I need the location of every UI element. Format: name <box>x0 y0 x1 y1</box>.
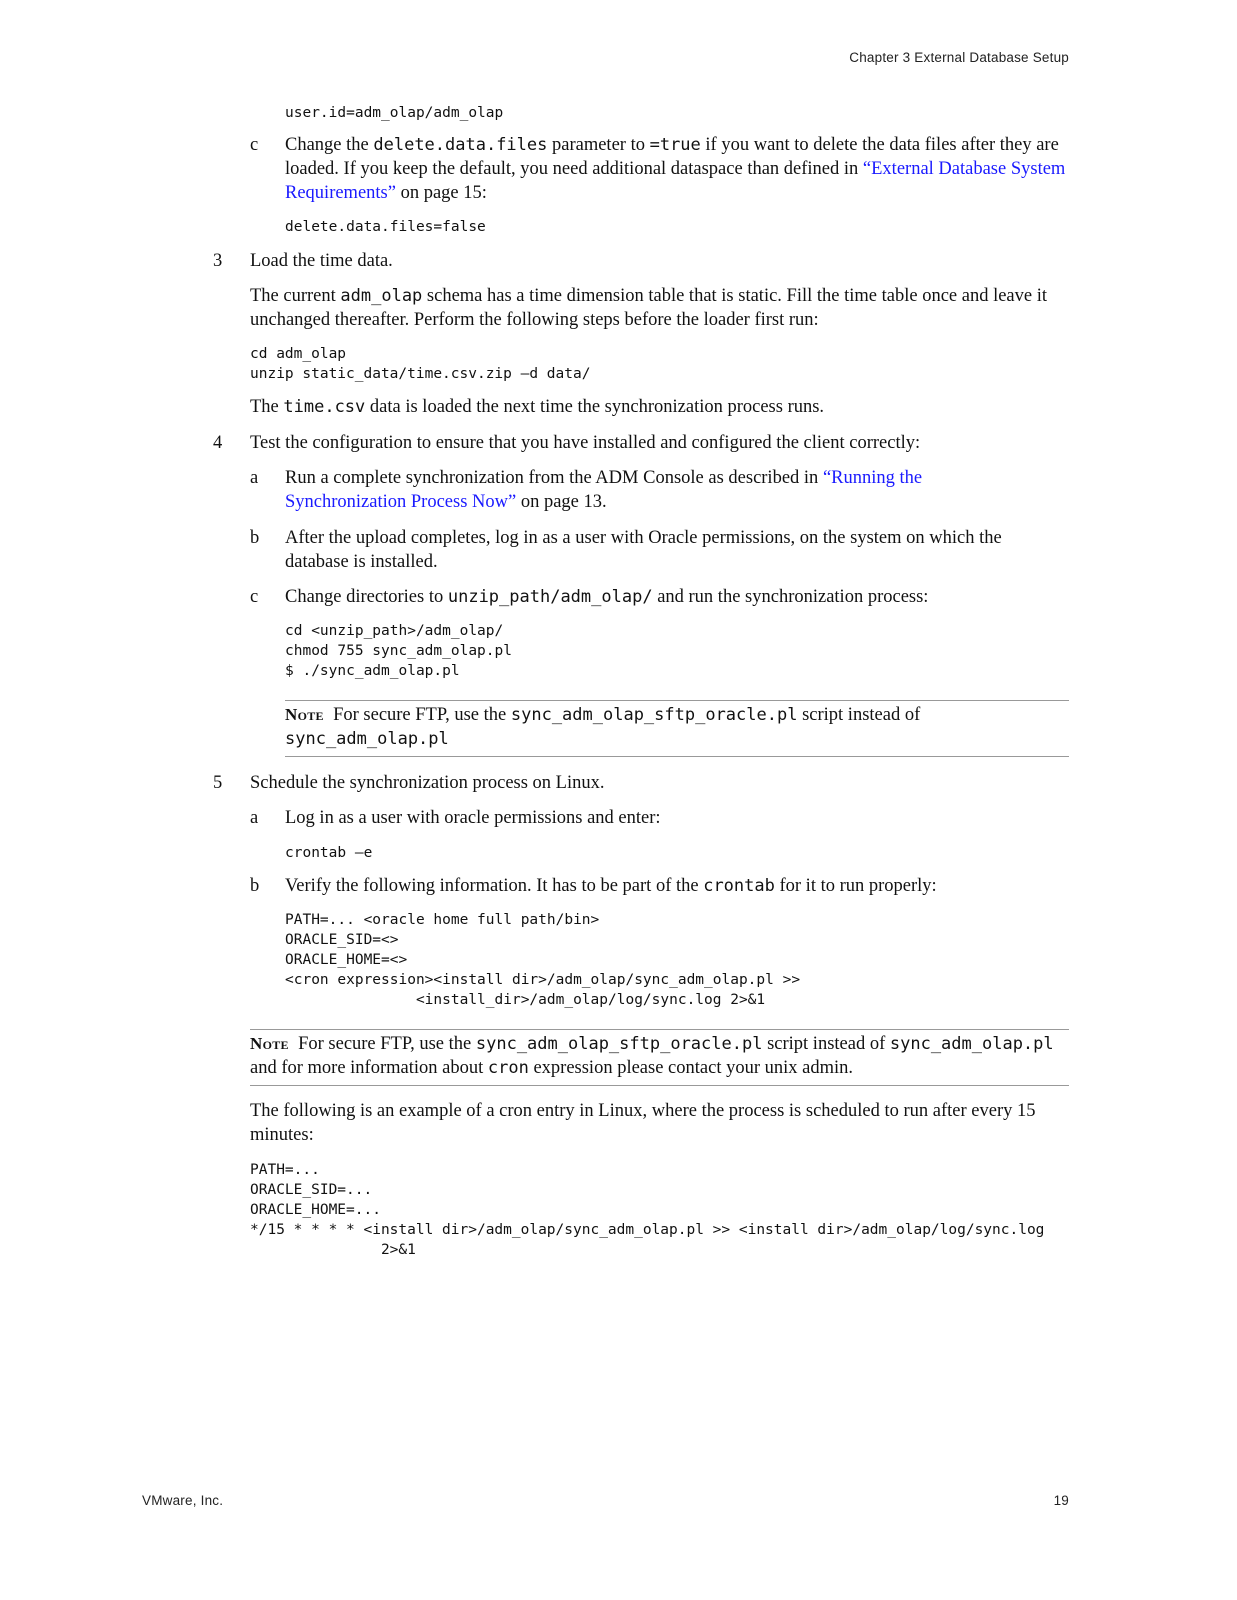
page-number: 19 <box>1053 1493 1069 1508</box>
code-delete-files: delete.data.files=false <box>285 219 486 235</box>
code-run-sync: cd <unzip_path>/adm_olap/ chmod 755 sync_adm_olap.pl $ ./sync_adm_olap.pl <box>285 623 512 679</box>
step-4b-text: After the upload completes, log in as a user with Oracle permissions, on the system on which the database is installed. <box>285 528 1002 572</box>
note-label: Note <box>250 1034 289 1053</box>
note-bottom-rule <box>250 1085 1069 1086</box>
note-top-rule <box>285 700 1069 701</box>
footer-company: VMware, Inc. <box>142 1493 224 1508</box>
list-marker-c: c <box>250 587 259 607</box>
step-3-paragraph: The current adm_olap schema has a time dimension table that is static. Fill the time table once and leave it unchanged thereafter. Perform the following steps before the loader first run: <box>250 286 1048 330</box>
step-number-4: 4 <box>213 433 223 453</box>
cron-example-text: The following is an example of a cron entry in Linux, where the process is scheduled to run after every 15 minutes: <box>250 1101 1036 1145</box>
step-3-title: Load the time data. <box>250 251 393 271</box>
code-load-time: cd adm_olap unzip static_data/time.csv.zip –d data/ <box>250 346 591 382</box>
note-sftp-2: Note For secure FTP, use the sync_adm_olap_sftp_oracle.pl script instead of sync_adm_olap.pl and for more information about cron expression please contact your unix admin. <box>250 1034 1054 1078</box>
note-bottom-rule <box>285 756 1069 757</box>
code-cron-example: PATH=... ORACLE_SID=... ORACLE_HOME=... */15 * * * * <install dir>/adm_olap/sync_adm_olap.pl >> <install dir>/adm_olap/log/sync.log 2>&1 <box>250 1162 1045 1258</box>
list-marker-a: a <box>250 468 259 488</box>
step-4c-text: Change directories to unzip_path/adm_olap/ and run the synchronization process: <box>285 587 929 607</box>
code-crontab: crontab –e <box>285 845 373 861</box>
step-number-3: 3 <box>213 251 223 271</box>
list-marker-b: b <box>250 876 260 896</box>
step-4a-text: Run a complete synchronization from the ADM Console as described in “Running the Synchronization Process Now” on page 13. <box>285 468 923 512</box>
step-5-title: Schedule the synchronization process on Linux. <box>250 773 605 793</box>
step-number-5: 5 <box>213 773 223 793</box>
note-sftp-1: Note For secure FTP, use the sync_adm_olap_sftp_oracle.pl script instead of sync_adm_olap.pl <box>285 705 921 749</box>
list-marker-b: b <box>250 528 260 548</box>
list-marker-c: c <box>250 135 259 155</box>
step-4-title: Test the configuration to ensure that you have installed and configured the client correctly: <box>250 433 921 453</box>
item-c-delete-files: Change the delete.data.files parameter to =true if you want to delete the data files after they are loaded. If you keep the default, you need additional dataspace than defined in “External Database System Requirements” on page 15: <box>285 135 1066 203</box>
link-running-sync-process[interactable]: “Running the Synchronization Process Now” <box>285 468 923 512</box>
running-header: Chapter 3 External Database Setup <box>849 50 1069 65</box>
link-external-db-requirements[interactable]: “External Database System Requirements” <box>285 159 1066 203</box>
list-marker-a: a <box>250 808 259 828</box>
step-5a-text: Log in as a user with oracle permissions and enter: <box>285 808 661 828</box>
note-label: Note <box>285 705 324 724</box>
code-cron-config: PATH=... <oracle home full path/bin> ORACLE_SID=<> ORACLE_HOME=<> <cron expression><install dir>/adm_olap/sync_adm_olap.pl >> <install_dir>/adm_olap/log/sync.log 2>&1 <box>285 912 801 1008</box>
code-user-id: user.id=adm_olap/adm_olap <box>285 105 504 121</box>
step-3-note: The time.csv data is loaded the next time the synchronization process runs. <box>250 397 825 417</box>
note-top-rule <box>250 1029 1069 1030</box>
step-5b-text: Verify the following information. It has to be part of the crontab for it to run properly: <box>285 876 937 896</box>
